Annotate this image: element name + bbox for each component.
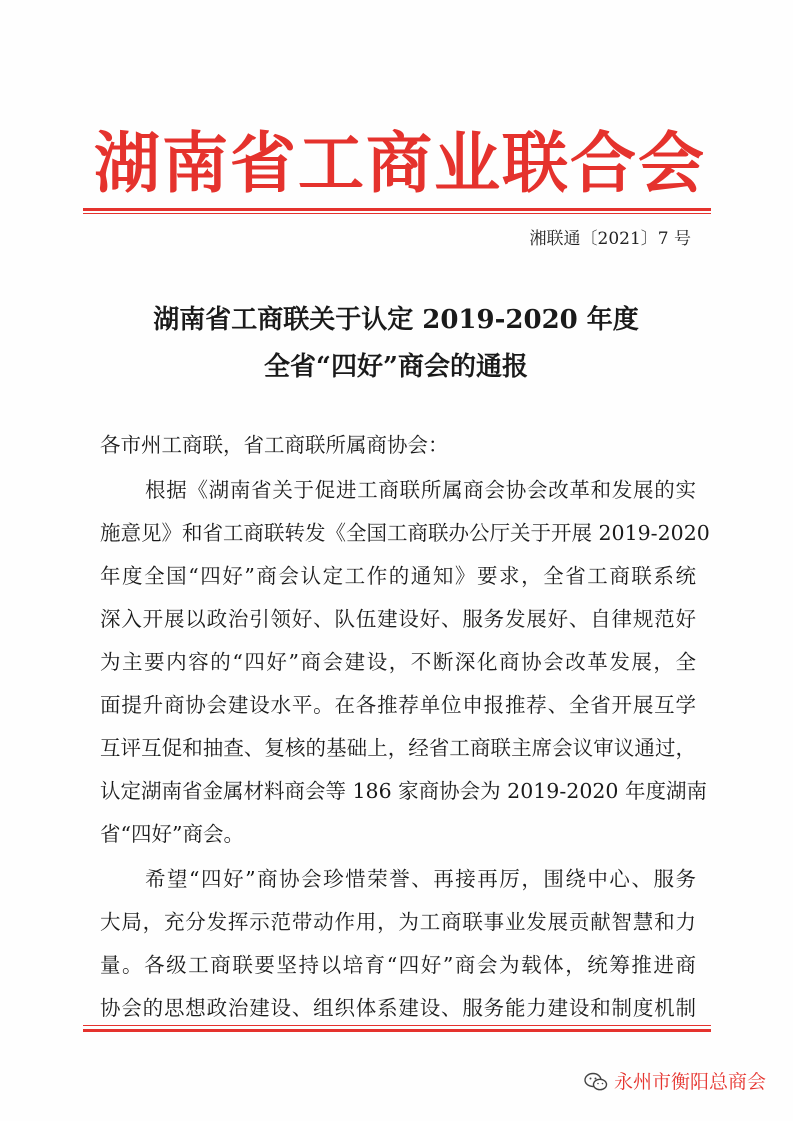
body-line: 大局，充分发挥示范带动作用，为工商联事业发展贡献智慧和力 (100, 910, 696, 934)
body-line: 互评互促和抽查、复核的基础上，经省工商联主席会议审议通过， (100, 736, 696, 760)
footer-red-rule-thin (83, 1025, 711, 1026)
body-line: 根据《湖南省关于促进工商联所属商会协会改革和发展的实 (145, 478, 696, 502)
body-line: 面提升商协会建设水平。在各推荐单位申报推荐、全省开展互学 (100, 693, 696, 717)
body-line: 深入开展以政治引领好、队伍建设好、服务发展好、自律规范好 (100, 607, 696, 631)
document-title-line-1: 湖南省工商联关于认定 2019-2020 年度 (153, 305, 639, 335)
salutation: 各市州工商联，省工商联所属商协会： (100, 433, 449, 457)
header-red-rule-thin (83, 213, 711, 214)
body-line: 为主要内容的“四好”商会建设，不断深化商协会改革发展，全 (100, 650, 696, 674)
body-line: 认定湖南省金属材料商会等 186 家商协会为 2019-2020 年度湖南 (100, 779, 707, 803)
header-red-rule-thick (83, 208, 711, 211)
document-number: 湘联通〔2021〕7 号 (529, 229, 691, 249)
document-title-line-2: 全省“四好”商会的通报 (264, 352, 528, 382)
body-line: 协会的思想政治建设、组织体系建设、服务能力建设和制度机制 (100, 996, 696, 1020)
body-line: 省“四好”商会。 (100, 822, 244, 846)
organization-header: 湖南省工商业联合会 (94, 124, 706, 202)
body-line: 施意见》和省工商联转发《全国工商联办公厅关于开展 2019-2020 (100, 521, 710, 545)
footer-red-rule-thick (83, 1029, 711, 1032)
body-line: 希望“四好”商协会珍惜荣誉、再接再厉，围绕中心、服务 (145, 867, 696, 891)
source-watermark (584, 1068, 766, 1096)
wechat-icon (584, 1072, 608, 1092)
body-line: 年度全国“四好”商会认定工作的通知》要求，全省工商联系统 (100, 564, 696, 588)
brand-name: 永州市衡阳总商会 (614, 1071, 767, 1093)
body-line: 量。各级工商联要坚持以培育“四好”商会为载体，统筹推进商 (100, 953, 696, 977)
